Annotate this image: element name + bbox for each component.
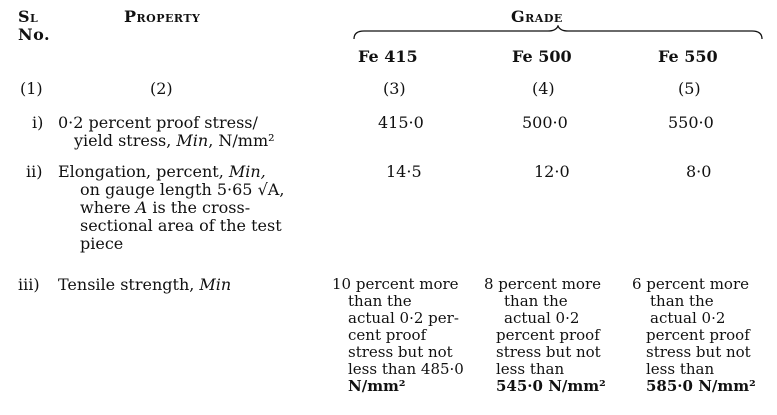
row-3-fe415-line2: than the (348, 292, 412, 310)
row-2-value-fe415: 14·5 (386, 162, 422, 181)
row-1-value-fe500: 500·0 (522, 113, 568, 132)
row-2-property-line4: sectional area of the test (80, 216, 282, 235)
row-3-fe500-line1: 8 percent more (484, 275, 601, 293)
row-3-fe550-line2: than the (650, 292, 714, 310)
row-2-value-fe550: 8·0 (686, 162, 712, 181)
column-number-3: (3) (383, 79, 406, 98)
row-3-fe550-line7: 585·0 N/mm² (646, 377, 756, 395)
row-3-fe415-line5: stress but not (348, 343, 453, 361)
column-number-5: (5) (678, 79, 701, 98)
property-header: Property (124, 7, 201, 26)
row-2-sl: ii) (26, 162, 43, 181)
row-3-fe415-line3: actual 0·2 per- (348, 309, 459, 327)
sl-header-line1: Sl (18, 7, 39, 26)
row-1-value-fe415: 415·0 (378, 113, 424, 132)
row-3-fe500-line5: stress but not (496, 343, 601, 361)
column-number-4: (4) (532, 79, 555, 98)
column-number-2: (2) (150, 79, 173, 98)
row-3-fe550-line4: percent proof (646, 326, 750, 344)
row-3-value-fe500 (484, 276, 606, 395)
row-3-fe415-line4: cent proof (348, 326, 427, 344)
row-3-fe500-line7: 545·0 N/mm² (496, 377, 606, 395)
row-3-value-fe415 (332, 276, 464, 395)
row-1-sl: i) (32, 113, 44, 132)
row-1-property-line1: 0·2 percent proof stress/ (58, 113, 258, 132)
row-3-fe500-line3: actual 0·2 (504, 309, 580, 327)
row-3-fe550-line6: less than (646, 360, 715, 378)
row-3-fe550-line5: stress but not (646, 343, 751, 361)
grade-col-fe500: Fe 500 (512, 47, 572, 66)
grade-header: Grade (511, 7, 563, 26)
grade-col-fe415: Fe 415 (358, 47, 418, 66)
column-number-1: (1) (20, 79, 43, 98)
row-2-property-line5: piece (80, 234, 124, 253)
row-3-fe415-line7: N/mm² (348, 377, 406, 395)
row-3-value-fe550 (632, 276, 756, 395)
row-3-fe500-line6: less than (496, 360, 565, 378)
row-2-property-line1: Elongation, percent, Min, (58, 162, 266, 181)
row-2-value-fe500: 12·0 (534, 162, 570, 181)
sl-header-line2: No. (18, 25, 51, 44)
row-2-property-line2: on gauge length 5·65 √A, (80, 180, 285, 199)
row-3-fe500-line4: percent proof (496, 326, 600, 344)
grade-brace (352, 25, 764, 41)
row-3-fe415-line6: less than 485·0 (348, 360, 464, 378)
row-3-property: Tensile strength, Min (58, 275, 232, 294)
row-1-property-line2: yield stress, Min, N/mm² (74, 131, 275, 150)
row-3-fe550-line3: actual 0·2 (650, 309, 726, 327)
row-3-fe550-line1: 6 percent more (632, 275, 749, 293)
row-3-sl: iii) (18, 275, 40, 294)
row-2-property-line3: where A is the cross- (80, 198, 251, 217)
grade-col-fe550: Fe 550 (658, 47, 718, 66)
row-1-value-fe550: 550·0 (668, 113, 714, 132)
row-3-fe500-line2: than the (504, 292, 568, 310)
row-3-fe415-line1: 10 percent more (332, 275, 459, 293)
